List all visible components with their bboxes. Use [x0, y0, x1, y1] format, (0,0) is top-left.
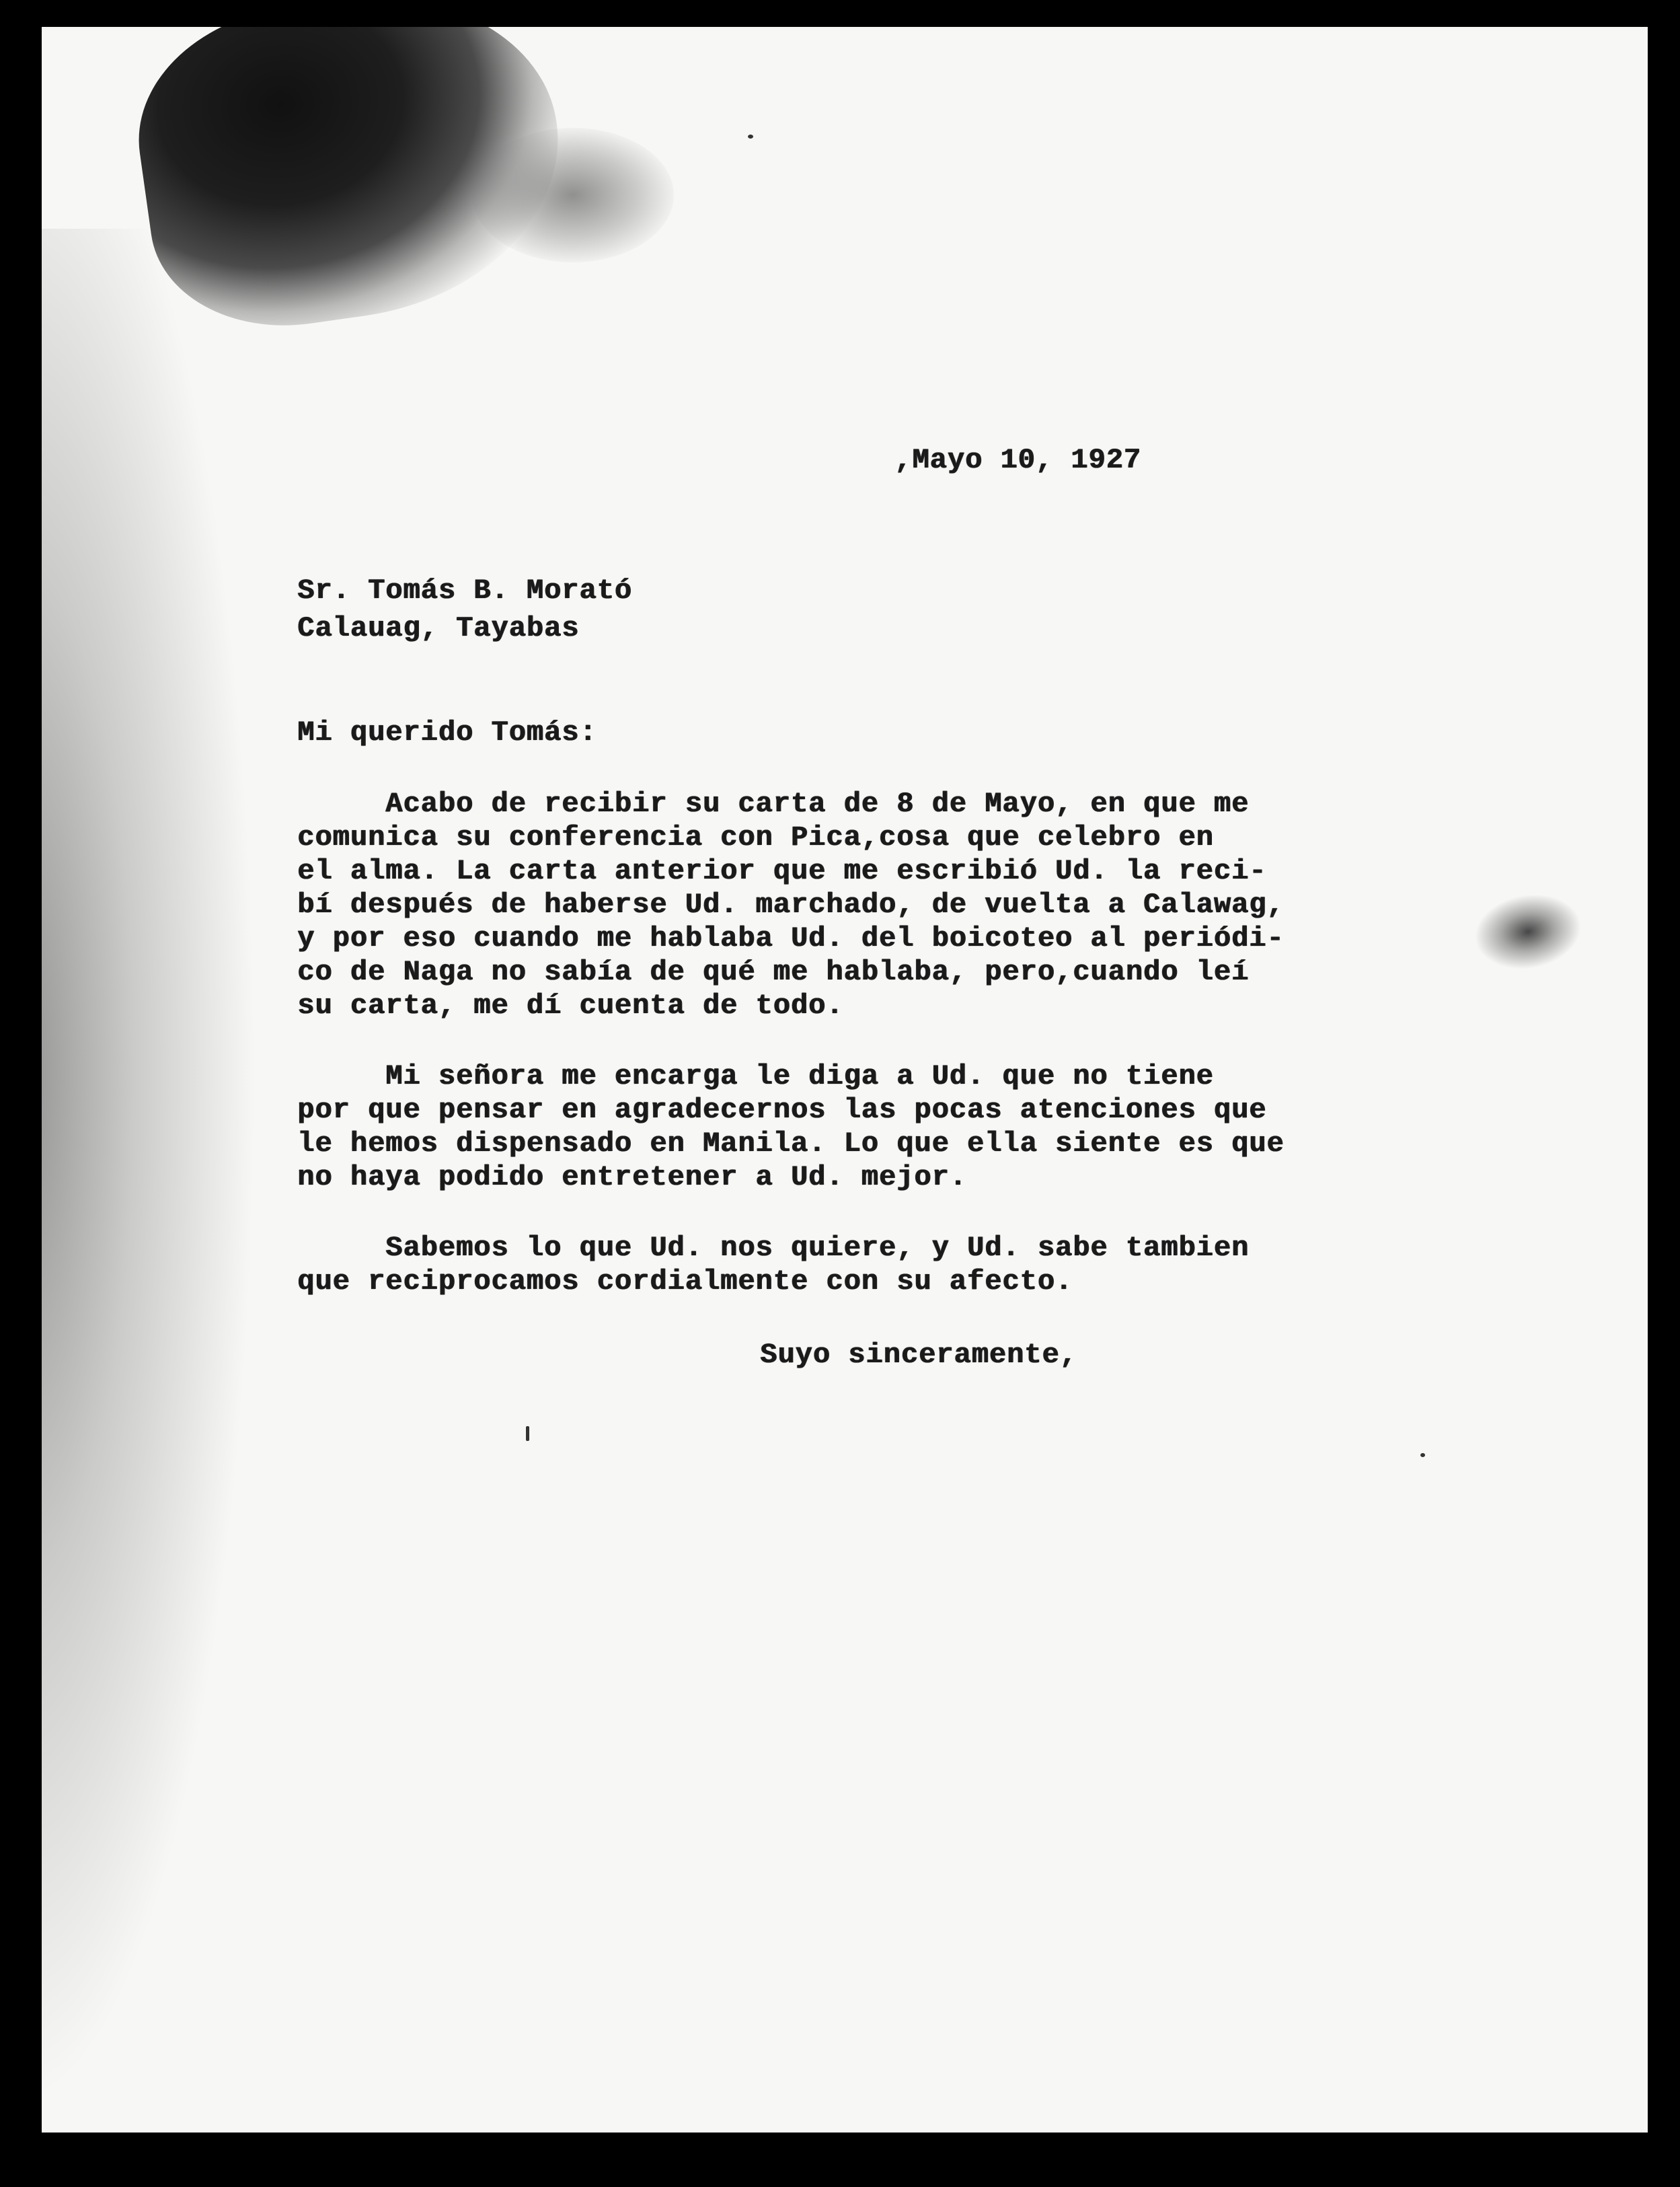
- paragraph-2: [297, 1060, 1284, 1194]
- letter-page: [42, 27, 1648, 2133]
- paragraph-line: por que pensar en agradecernos las pocas atenciones que: [297, 1094, 1267, 1126]
- paragraph-line: bí después de haberse Ud. marchado, de vuelta a Calawag,: [297, 889, 1285, 921]
- salutation: Mi querido Tomás:: [297, 716, 597, 749]
- paragraph-1: [297, 787, 1284, 1023]
- paragraph-line: comunica su conferencia con Pica,cosa que celebro en: [297, 821, 1214, 854]
- paragraph-line: Acabo de recibir su carta de 8 de Mayo, en que me: [297, 788, 1250, 820]
- paragraph-line: co de Naga no sabía de qué me hablaba, pero,cuando leí: [297, 956, 1250, 988]
- paragraph-line: el alma. La carta anterior que me escribió Ud. la reci-: [297, 855, 1267, 887]
- paragraph-line: que reciprocamos cordialmente con su afecto.: [297, 1265, 1073, 1298]
- letter-body: [42, 27, 1648, 2133]
- addressee-name: Sr. Tomás B. Morató: [297, 574, 632, 607]
- paragraph-line: Mi señora me encarga le diga a Ud. que no tiene: [297, 1060, 1214, 1092]
- closing: Suyo sinceramente,: [760, 1339, 1077, 1371]
- paragraph-line: y por eso cuando me hablaba Ud. del boicoteo al periódi-: [297, 922, 1285, 955]
- paragraph-line: su carta, me dí cuenta de todo.: [297, 990, 844, 1022]
- addressee-block: [297, 572, 632, 647]
- paragraph-3: [297, 1231, 1249, 1298]
- paragraph-line: le hemos dispensado en Manila. Lo que ella siente es que: [297, 1127, 1285, 1160]
- paragraph-line: Sabemos lo que Ud. nos quiere, y Ud. sabe tambien: [297, 1232, 1250, 1264]
- letter-date: ,Mayo 10, 1927: [894, 444, 1141, 476]
- paragraph-line: no haya podido entretener a Ud. mejor.: [297, 1161, 967, 1193]
- addressee-location: Calauag, Tayabas: [297, 612, 580, 644]
